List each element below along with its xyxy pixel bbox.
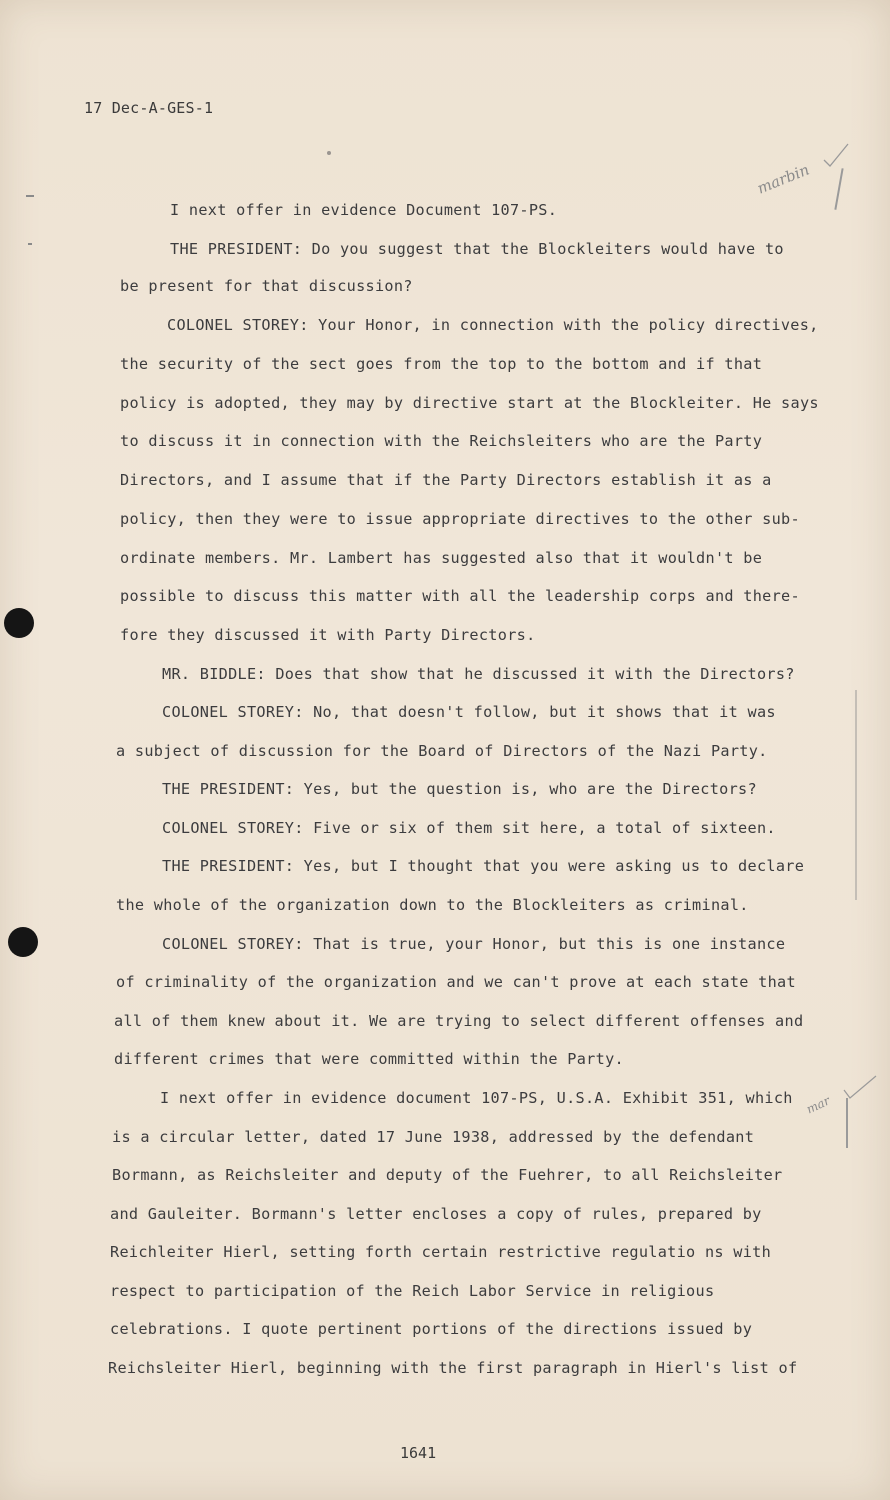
punch-hole — [4, 608, 34, 638]
margin-dash — [28, 243, 32, 245]
text-line: policy is adopted, they may by directive start at the Blockleiter. He says — [120, 394, 819, 412]
text-line: THE PRESIDENT: Yes, but I thought that you were asking us to declare — [162, 857, 805, 875]
text-line: is a circular letter, dated 17 June 1938, addressed by the defendant — [112, 1128, 755, 1146]
page-number: 1641 — [400, 1444, 437, 1462]
text-line: to discuss it in connection with the Reichsleiters who are the Party — [120, 432, 763, 450]
text-line: celebrations. I quote pertinent portions of the directions issued by — [110, 1320, 753, 1338]
text-line: all of them knew about it. We are trying to select different offenses and — [114, 1012, 804, 1030]
text-line: COLONEL STOREY: Your Honor, in connection with the policy directives, — [167, 316, 819, 334]
text-line: Bormann, as Reichsleiter and deputy of the Fuehrer, to all Reichsleiter — [112, 1166, 783, 1184]
text-line: fore they discussed it with Party Directors. — [120, 626, 536, 644]
margin-dash — [26, 195, 34, 197]
text-line: the whole of the organization down to the Blockleiters as criminal. — [116, 896, 749, 914]
text-line: I next offer in evidence Document 107-PS. — [170, 201, 558, 219]
margin-note-top: marbin — [754, 160, 812, 198]
text-line: policy, then they were to issue appropriate directives to the other sub- — [120, 510, 800, 528]
text-line: COLONEL STOREY: That is true, your Honor, but this is one instance — [162, 935, 786, 953]
text-line: and Gauleiter. Bormann's letter encloses a copy of rules, prepared by — [110, 1205, 762, 1223]
text-line: of criminality of the organization and we can't prove at each state that — [116, 973, 796, 991]
text-line: ordinate members. Mr. Lambert has suggested also that it wouldn't be — [120, 549, 763, 567]
text-line: THE PRESIDENT: Do you suggest that the Blockleiters would have to — [170, 240, 784, 258]
margin-note-bottom: mar — [804, 1093, 833, 1117]
punch-hole — [8, 927, 38, 957]
text-line: I next offer in evidence document 107-PS, U.S.A. Exhibit 351, which — [160, 1089, 793, 1107]
pencil-check-icon — [822, 140, 852, 170]
paper-speck — [327, 151, 331, 155]
margin-bracket-line — [834, 168, 843, 210]
text-line: a subject of discussion for the Board of Directors of the Nazi Party. — [116, 742, 768, 760]
text-line: different crimes that were committed within the Party. — [114, 1050, 624, 1068]
text-line: THE PRESIDENT: Yes, but the question is, who are the Directors? — [162, 780, 757, 798]
text-line: MR. BIDDLE: Does that show that he discussed it with the Directors? — [162, 665, 795, 683]
document-header-id: 17 Dec-A-GES-1 — [84, 99, 214, 117]
text-line: COLONEL STOREY: Five or six of them sit here, a total of sixteen. — [162, 819, 776, 837]
text-line: Reichleiter Hierl, setting forth certain restrictive regulatio ns with — [110, 1243, 772, 1261]
margin-bracket-line — [855, 690, 857, 900]
text-line: respect to participation of the Reich Labor Service in religious — [110, 1282, 715, 1300]
margin-bracket-line — [846, 1098, 848, 1148]
text-line: possible to discuss this matter with all the leadership corps and there- — [120, 587, 800, 605]
text-line: be present for that discussion? — [120, 277, 413, 295]
text-line: the security of the sect goes from the top to the bottom and if that — [120, 355, 763, 373]
text-line: Reichsleiter Hierl, beginning with the first paragraph in Hierl's list of — [108, 1359, 798, 1377]
text-line: Directors, and I assume that if the Party Directors establish it as a — [120, 471, 772, 489]
text-line: COLONEL STOREY: No, that doesn't follow, but it shows that it was — [162, 703, 776, 721]
